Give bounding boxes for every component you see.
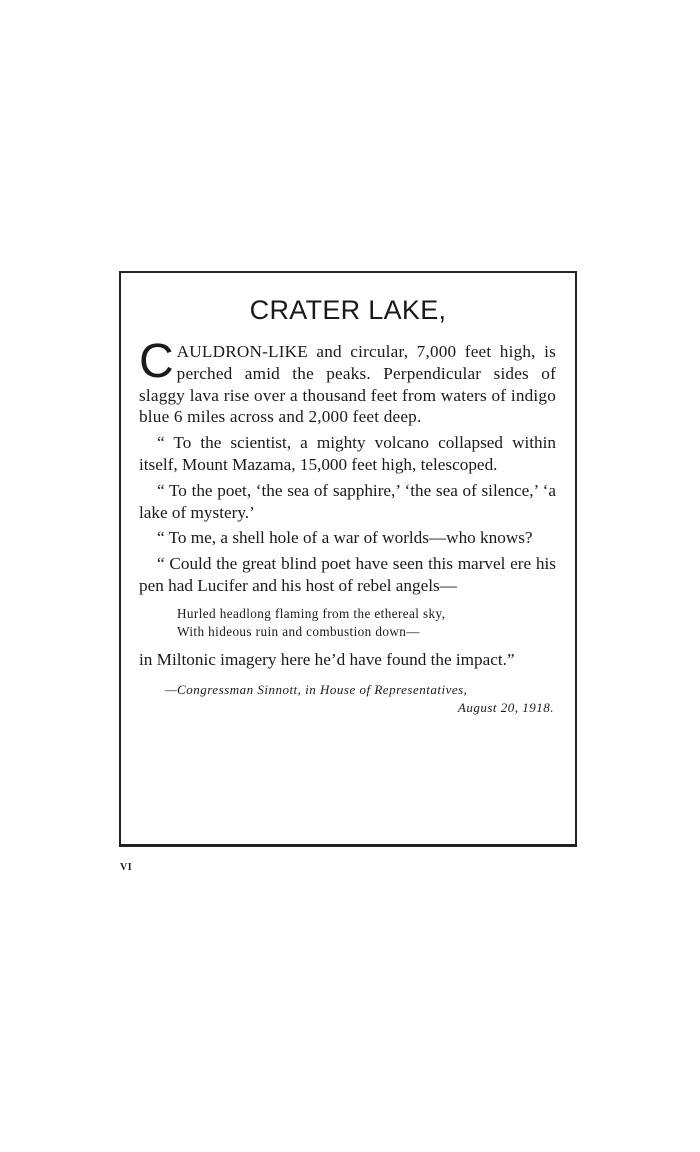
- page-number: VI: [120, 862, 133, 873]
- attribution: [139, 681, 556, 717]
- attribution-date: August 20, 1918.: [457, 699, 554, 715]
- drop-cap-initial: C: [139, 335, 174, 388]
- verse-quote: [177, 605, 556, 641]
- quotation-frame: [119, 271, 577, 847]
- paragraph-me: “ To me, a shell hole of a war of worlds—who knows?: [157, 528, 533, 548]
- paragraph-poet: “ To the poet, ‘the sea of sapphire,’ ‘the sea of silence,’ ‘a lake of mystery.’: [139, 480, 556, 522]
- lead-paragraph: [139, 335, 556, 428]
- page-title: CRATER LAKE,: [249, 295, 447, 325]
- paragraph-scientist: “ To the scientist, a mighty volcano collapsed within itself, Mount Mazama, 15,000 feet high, telescoped.: [139, 433, 556, 474]
- paragraph-milton: “ Could the great blind poet have seen this marvel ere his pen had Lucifer and his host of rebel angels—: [139, 554, 556, 595]
- attribution-line: —Congressman Sinnott, in House of Representatives,: [165, 681, 468, 697]
- lead-paragraph-text: AULDRON-LIKE and circular, 7,000 feet high, is perched amid the peaks. Perpendicular sides of slaggy lava rise over a thousand feet from waters of indigo blue 6 miles across and 2,000 feet deep.: [139, 342, 556, 427]
- verse-line: Hurled headlong flaming from the ethereal sky,: [177, 605, 446, 621]
- continuation-paragraph: in Miltonic imagery here he’d have found the impact.”: [139, 649, 515, 669]
- quote-body: [139, 335, 556, 717]
- verse-line: With hideous ruin and combustion down—: [177, 623, 420, 639]
